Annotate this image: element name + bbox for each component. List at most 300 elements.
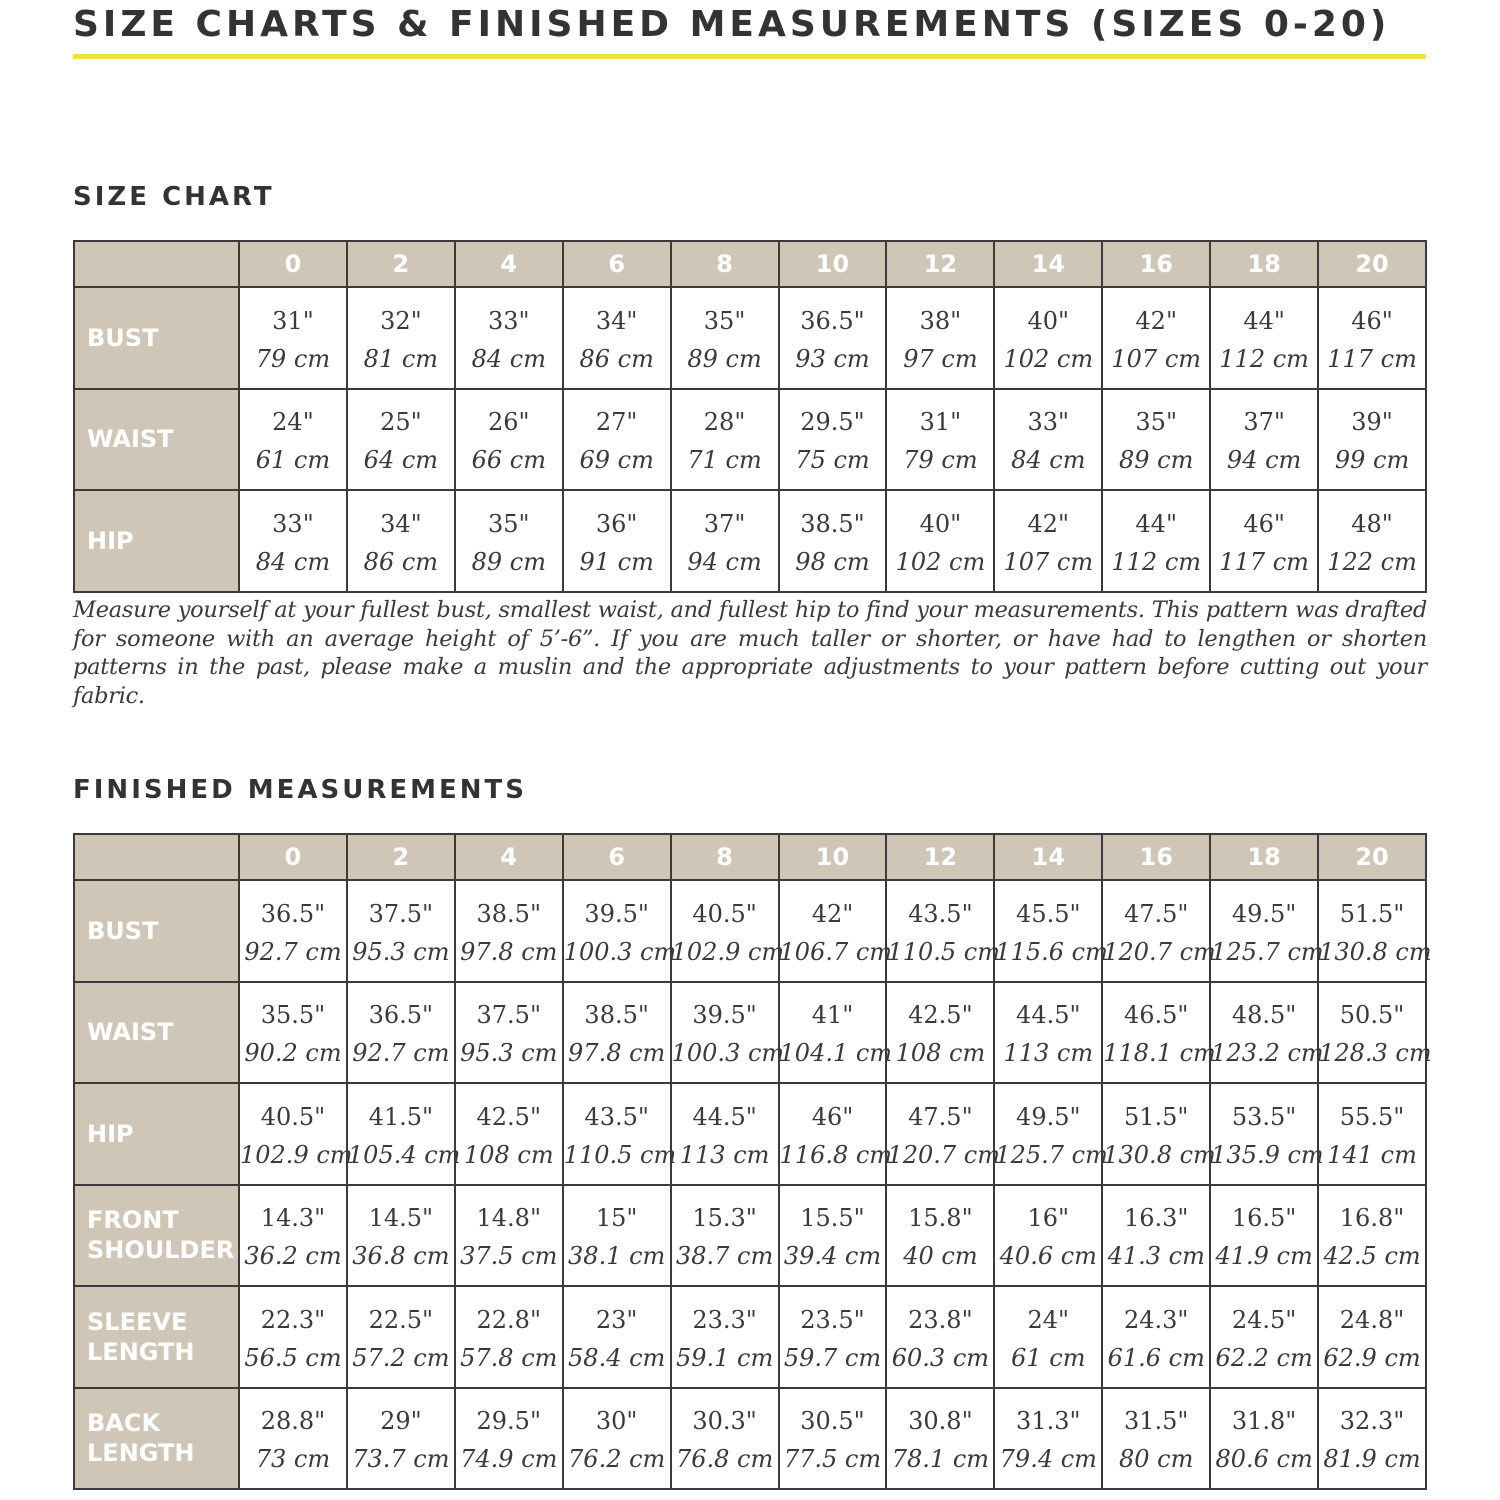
measurement-cell [779, 490, 887, 592]
cm-value: 97 cm [903, 344, 978, 373]
measurement-cell [239, 880, 347, 982]
cm-value: 89 cm [1119, 446, 1194, 475]
inches-value: 26" [487, 408, 530, 437]
size-header: 2 [347, 241, 455, 287]
inches-value: 36.5" [368, 1001, 434, 1030]
measurement-cell [1318, 1185, 1426, 1287]
row-label: BUST [74, 287, 239, 389]
cm-value: 110.5 cm [887, 937, 1000, 966]
measurement-cell [563, 1286, 671, 1388]
inches-value: 34" [595, 306, 638, 335]
size-header: 6 [563, 834, 671, 880]
inches-value: 14.3" [260, 1204, 326, 1233]
inches-value: 38" [919, 306, 962, 335]
measurement-cell [563, 1388, 671, 1490]
cm-value: 107 cm [1003, 547, 1094, 576]
cm-value: 105.4 cm [347, 1140, 461, 1169]
cm-value: 57.8 cm [460, 1343, 558, 1372]
cm-value: 95.3 cm [460, 1039, 558, 1068]
cm-value: 81.9 cm [1323, 1445, 1421, 1474]
cm-value: 69 cm [579, 446, 654, 475]
measurement-cell [994, 982, 1102, 1084]
inches-value: 48.5" [1231, 1001, 1297, 1030]
inches-value: 35.5" [260, 1001, 326, 1030]
measurement-cell [563, 490, 671, 592]
measurement-cell [886, 287, 994, 389]
inches-value: 47.5" [1123, 899, 1189, 928]
measurement-cell [455, 1286, 563, 1388]
inches-value: 37.5" [476, 1001, 541, 1030]
inches-value: 23.8" [908, 1305, 973, 1334]
inches-value: 34" [380, 509, 422, 538]
measurement-cell [886, 982, 994, 1084]
cm-value: 66 cm [471, 446, 546, 475]
inches-value: 38.5" [476, 899, 541, 928]
measurement-cell [1318, 1286, 1426, 1388]
cm-value: 75 cm [795, 446, 870, 475]
cm-value: 40 cm [903, 1242, 978, 1271]
cm-value: 39.4 cm [783, 1242, 882, 1271]
measurement-cell [994, 287, 1102, 389]
inches-value: 24.8" [1339, 1305, 1405, 1334]
cm-value: 76.8 cm [675, 1445, 774, 1474]
measurement-cell [347, 1083, 461, 1185]
cm-value: 120.7 cm [1103, 937, 1216, 966]
inches-value: 49.5" [1016, 1102, 1081, 1131]
size-header: 10 [779, 241, 887, 287]
measurement-cell [994, 1286, 1102, 1388]
size-header: 14 [994, 834, 1102, 880]
inches-value: 48" [1351, 509, 1393, 538]
inches-value: 31.5" [1123, 1407, 1189, 1436]
inches-value: 16.8" [1339, 1204, 1405, 1233]
cm-value: 108 cm [895, 1039, 986, 1068]
cm-value: 74.9 cm [460, 1445, 558, 1474]
inches-value: 44" [1135, 509, 1177, 538]
measurement-cell [671, 1388, 779, 1490]
cm-value: 59.7 cm [783, 1343, 882, 1372]
page-title: SIZE CHARTS & FINISHED MEASUREMENTS (SIZES 0-20) [73, 4, 1391, 45]
finished-measurements-table [73, 833, 1432, 1490]
cm-value: 94 cm [687, 547, 762, 576]
cm-value: 100.3 cm [563, 937, 677, 966]
measurement-cell [994, 880, 1108, 982]
measurement-cell [1210, 982, 1324, 1084]
inches-value: 36.5" [800, 306, 865, 335]
size-header: 20 [1318, 834, 1426, 880]
cm-value: 73 cm [255, 1445, 331, 1474]
cm-value: 79 cm [903, 446, 978, 475]
cm-value: 41.3 cm [1107, 1242, 1205, 1271]
cm-value: 60.3 cm [891, 1343, 990, 1372]
cm-value: 97.8 cm [568, 1039, 666, 1068]
measurement-cell [779, 287, 887, 389]
measurement-cell [886, 1388, 994, 1490]
measurement-cell [455, 982, 563, 1084]
measurement-cell [1210, 1388, 1318, 1490]
cm-value: 81 cm [363, 344, 439, 373]
inches-value: 22.8" [476, 1305, 541, 1334]
measurement-cell [1210, 1286, 1318, 1388]
inches-value: 29" [380, 1407, 422, 1436]
cm-value: 42.5 cm [1323, 1242, 1421, 1271]
measurement-cell [563, 982, 671, 1084]
cm-value: 125.7 cm [1211, 937, 1324, 966]
inches-value: 40.5" [692, 899, 757, 928]
row-label: HIP [74, 1083, 239, 1185]
table-row [74, 1286, 1426, 1388]
inches-value: 46" [811, 1102, 854, 1131]
cm-value: 100.3 cm [671, 1039, 785, 1068]
row-label: BUST [74, 880, 239, 982]
cm-value: 89 cm [687, 344, 762, 373]
cm-value: 92.7 cm [352, 1039, 450, 1068]
inches-value: 37" [703, 509, 746, 538]
measurement-cell [1210, 490, 1318, 592]
row-label: SLEEVE LENGTH [74, 1286, 239, 1388]
cm-value: 40.6 cm [999, 1242, 1097, 1271]
cm-value: 91 cm [579, 547, 654, 576]
inches-value: 39.5" [584, 899, 649, 928]
measurement-cell [671, 490, 779, 592]
measurement-cell [779, 880, 893, 982]
cm-value: 36.8 cm [352, 1242, 450, 1271]
inches-value: 55.5" [1339, 1102, 1405, 1131]
inches-value: 31" [919, 408, 962, 437]
measurement-cell [347, 880, 455, 982]
cm-value: 71 cm [687, 446, 762, 475]
measurement-cell [779, 982, 893, 1084]
measurement-cell [671, 1286, 779, 1388]
cm-value: 116.8 cm [779, 1140, 893, 1169]
cm-value: 61.6 cm [1107, 1343, 1205, 1372]
measurement-cell [239, 1083, 353, 1185]
cm-value: 106.7 cm [779, 937, 893, 966]
cm-value: 115.6 cm [995, 937, 1108, 966]
measurement-cell [563, 880, 677, 982]
inches-value: 51.5" [1339, 899, 1405, 928]
row-label: BACK LENGTH [74, 1388, 239, 1490]
cm-value: 112 cm [1111, 547, 1202, 576]
measurement-cell [1102, 1083, 1216, 1185]
inches-value: 33" [487, 306, 530, 335]
row-label: WAIST [74, 389, 239, 491]
inches-value: 43.5" [908, 899, 973, 928]
cm-value: 141 cm [1327, 1140, 1417, 1169]
measurement-cell [563, 287, 671, 389]
inches-value: 42.5" [476, 1102, 541, 1131]
inches-value: 15.5" [800, 1204, 865, 1233]
inches-value: 14.8" [476, 1204, 541, 1233]
measurement-cell [779, 1185, 887, 1287]
measurement-cell [455, 1083, 563, 1185]
cm-value: 37.5 cm [460, 1242, 558, 1271]
measurement-cell [994, 490, 1102, 592]
measurement-cell [455, 1185, 563, 1287]
table-row [74, 1185, 1426, 1287]
measurement-cell [239, 982, 347, 1084]
size-header: 8 [671, 834, 779, 880]
inches-value: 15.8" [908, 1204, 973, 1233]
inches-value: 28.8" [260, 1407, 326, 1436]
measurement-cell [1210, 1185, 1318, 1287]
cm-value: 95.3 cm [352, 937, 450, 966]
measurement-cell [1210, 389, 1318, 491]
inches-value: 15.3" [692, 1204, 757, 1233]
cm-value: 120.7 cm [887, 1140, 1000, 1169]
cm-value: 56.5 cm [244, 1343, 342, 1372]
inches-value: 16" [1027, 1204, 1070, 1233]
table-row [74, 982, 1426, 1084]
cm-value: 112 cm [1219, 344, 1309, 373]
measurement-cell [1318, 1083, 1426, 1185]
size-header: 2 [347, 834, 455, 880]
inches-value: 38.5" [800, 509, 865, 538]
cm-value: 84 cm [1011, 446, 1086, 475]
cm-value: 94 cm [1226, 446, 1302, 475]
cm-value: 113 cm [679, 1140, 770, 1169]
inches-value: 28" [703, 408, 746, 437]
inches-value: 24" [1027, 1305, 1070, 1334]
measurement-cell [455, 880, 563, 982]
inches-value: 40" [919, 509, 962, 538]
measurement-cell [1102, 982, 1216, 1084]
measurement-cell [671, 389, 779, 491]
cm-value: 61 cm [1011, 1343, 1086, 1372]
measurement-cell [1102, 880, 1216, 982]
inches-value: 42" [1027, 509, 1070, 538]
row-label: WAIST [74, 982, 239, 1084]
measurement-cell [1102, 287, 1210, 389]
cm-value: 62.2 cm [1215, 1343, 1313, 1372]
size-header: 4 [455, 834, 563, 880]
cm-value: 92.7 cm [244, 937, 342, 966]
size-header-row [74, 241, 1426, 287]
measurement-cell [779, 1286, 887, 1388]
inches-value: 23.5" [800, 1305, 865, 1334]
measurement-cell [994, 389, 1102, 491]
measurement-cell [239, 1185, 347, 1287]
measurement-cell [455, 287, 563, 389]
inches-value: 30.8" [908, 1407, 973, 1436]
measurement-cell [239, 1286, 347, 1388]
table-row [74, 389, 1426, 491]
cm-value: 61 cm [255, 446, 331, 475]
measurement-cell [1102, 1286, 1210, 1388]
measurement-cell [886, 880, 1000, 982]
inches-value: 53.5" [1231, 1102, 1297, 1131]
size-header: 18 [1210, 241, 1318, 287]
size-header: 16 [1102, 834, 1210, 880]
size-header: 20 [1318, 241, 1426, 287]
cm-value: 130.8 cm [1319, 937, 1432, 966]
measurement-cell [347, 490, 455, 592]
inches-value: 47.5" [908, 1102, 973, 1131]
measurement-cell [347, 1185, 455, 1287]
cm-value: 113 cm [1003, 1039, 1094, 1068]
inches-value: 16.3" [1123, 1204, 1189, 1233]
measurement-cell [994, 1083, 1108, 1185]
measurement-cell [347, 287, 455, 389]
header-corner [74, 241, 239, 287]
measurement-cell [1318, 389, 1426, 491]
inches-value: 23" [595, 1305, 638, 1334]
measurement-cell [1102, 389, 1210, 491]
inches-value: 40.5" [260, 1102, 326, 1131]
table-row [74, 1083, 1426, 1185]
cm-value: 128.3 cm [1319, 1039, 1432, 1068]
size-chart-heading: SIZE CHART [73, 182, 275, 212]
measurement-cell [886, 1286, 994, 1388]
inches-value: 29.5" [800, 408, 865, 437]
size-header: 10 [779, 834, 887, 880]
cm-value: 93 cm [795, 344, 870, 373]
size-header: 14 [994, 241, 1102, 287]
cm-value: 80.6 cm [1215, 1445, 1313, 1474]
inches-value: 35" [1135, 408, 1177, 437]
measurement-cell [671, 880, 785, 982]
header-corner [74, 834, 239, 880]
cm-value: 78.1 cm [891, 1445, 990, 1474]
cm-value: 130.8 cm [1103, 1140, 1216, 1169]
inches-value: 42" [811, 899, 854, 928]
finished-measurements-heading: FINISHED MEASUREMENTS [73, 775, 527, 805]
inches-value: 44.5" [1016, 1001, 1081, 1030]
measurement-cell [1318, 287, 1426, 389]
measurement-cell [1210, 1083, 1324, 1185]
measurement-cell [563, 1185, 671, 1287]
cm-value: 86 cm [579, 344, 654, 373]
cm-value: 38.1 cm [568, 1242, 666, 1271]
size-header: 0 [239, 834, 347, 880]
measurement-cell [239, 1388, 347, 1490]
cm-value: 38.7 cm [675, 1242, 774, 1271]
measurement-cell [994, 1185, 1102, 1287]
measurement-cell [1210, 880, 1324, 982]
inches-value: 41" [811, 1001, 854, 1030]
inches-value: 46" [1243, 509, 1285, 538]
inches-value: 35" [487, 509, 530, 538]
measurement-cell [886, 490, 994, 592]
inches-value: 33" [1027, 408, 1070, 437]
cm-value: 86 cm [363, 547, 439, 576]
inches-value: 40" [1027, 306, 1070, 335]
inches-value: 46" [1351, 306, 1393, 335]
inches-value: 44" [1243, 306, 1285, 335]
measurement-cell [347, 982, 455, 1084]
cm-value: 98 cm [795, 547, 870, 576]
measurement-cell [455, 490, 563, 592]
cm-value: 110.5 cm [563, 1140, 677, 1169]
measurement-cell [886, 389, 994, 491]
inches-value: 31.8" [1231, 1407, 1297, 1436]
inches-value: 39" [1351, 408, 1393, 437]
inches-value: 42" [1135, 306, 1177, 335]
inches-value: 30.3" [692, 1407, 757, 1436]
inches-value: 35" [703, 306, 746, 335]
inches-value: 29.5" [476, 1407, 541, 1436]
cm-value: 135.9 cm [1211, 1140, 1324, 1169]
inches-value: 32.3" [1339, 1407, 1405, 1436]
measurement-cell [1318, 1388, 1426, 1490]
cm-value: 89 cm [471, 547, 546, 576]
measurement-cell [671, 287, 779, 389]
inches-value: 38.5" [584, 1001, 649, 1030]
size-header: 8 [671, 241, 779, 287]
inches-value: 32" [380, 306, 422, 335]
cm-value: 84 cm [471, 344, 546, 373]
cm-value: 102 cm [895, 547, 986, 576]
inches-value: 16.5" [1231, 1204, 1297, 1233]
cm-value: 80 cm [1119, 1445, 1194, 1474]
cm-value: 102.9 cm [671, 937, 785, 966]
inches-value: 30" [595, 1407, 638, 1436]
size-header: 0 [239, 241, 347, 287]
measurement-cell [1102, 490, 1210, 592]
inches-value: 27" [595, 408, 638, 437]
measurement-cell [1318, 880, 1432, 982]
measurement-cell [671, 982, 785, 1084]
inches-value: 51.5" [1123, 1102, 1189, 1131]
measurement-cell [563, 389, 671, 491]
size-header: 4 [455, 241, 563, 287]
inches-value: 30.5" [800, 1407, 865, 1436]
measurement-cell [563, 1083, 677, 1185]
measurement-cell [994, 1388, 1102, 1490]
cm-value: 118.1 cm [1103, 1039, 1216, 1068]
cm-value: 79 cm [255, 344, 331, 373]
inches-value: 15" [595, 1204, 638, 1233]
cm-value: 125.7 cm [995, 1140, 1108, 1169]
size-header: 6 [563, 241, 671, 287]
cm-value: 102.9 cm [240, 1140, 353, 1169]
measurement-cell [1102, 1388, 1210, 1490]
inches-value: 36.5" [260, 899, 326, 928]
measurement-cell [347, 1388, 455, 1490]
inches-value: 46.5" [1123, 1001, 1189, 1030]
cm-value: 36.2 cm [244, 1242, 342, 1271]
cm-value: 62.9 cm [1323, 1343, 1421, 1372]
inches-value: 33" [272, 509, 314, 538]
table-row [74, 880, 1426, 982]
measurement-cell [671, 1185, 779, 1287]
inches-value: 37" [1243, 408, 1285, 437]
cm-value: 41.9 cm [1215, 1242, 1313, 1271]
inches-value: 39.5" [692, 1001, 757, 1030]
inches-value: 41.5" [368, 1102, 434, 1131]
row-label: FRONT SHOULDER [74, 1185, 239, 1287]
inches-value: 50.5" [1339, 1001, 1405, 1030]
measurement-cell [239, 490, 347, 592]
measurement-cell [1318, 490, 1426, 592]
row-label: HIP [74, 490, 239, 592]
inches-value: 31.3" [1016, 1407, 1081, 1436]
inches-value: 23.3" [692, 1305, 757, 1334]
cm-value: 73.7 cm [352, 1445, 450, 1474]
inches-value: 25" [380, 408, 422, 437]
inches-value: 24" [272, 408, 314, 437]
cm-value: 123.2 cm [1211, 1039, 1324, 1068]
inches-value: 37.5" [368, 899, 434, 928]
measurement-cell [779, 1388, 887, 1490]
measurement-cell [1210, 287, 1318, 389]
size-chart-note: Measure yourself at your fullest bust, smallest waist, and fullest hip to find your measurements. This pattern was drafted for someone with an average height of 5’-6”. If you are much taller or shorter, or have had to lengthen or shorten patterns in the past, please make a muslin and the appropriate adjustments to your pattern before cutting out your fabric. [73, 597, 1427, 709]
cm-value: 57.2 cm [352, 1343, 450, 1372]
inches-value: 43.5" [584, 1102, 649, 1131]
inches-value: 31" [272, 306, 314, 335]
measurement-cell [239, 389, 347, 491]
measurement-cell [347, 1286, 455, 1388]
